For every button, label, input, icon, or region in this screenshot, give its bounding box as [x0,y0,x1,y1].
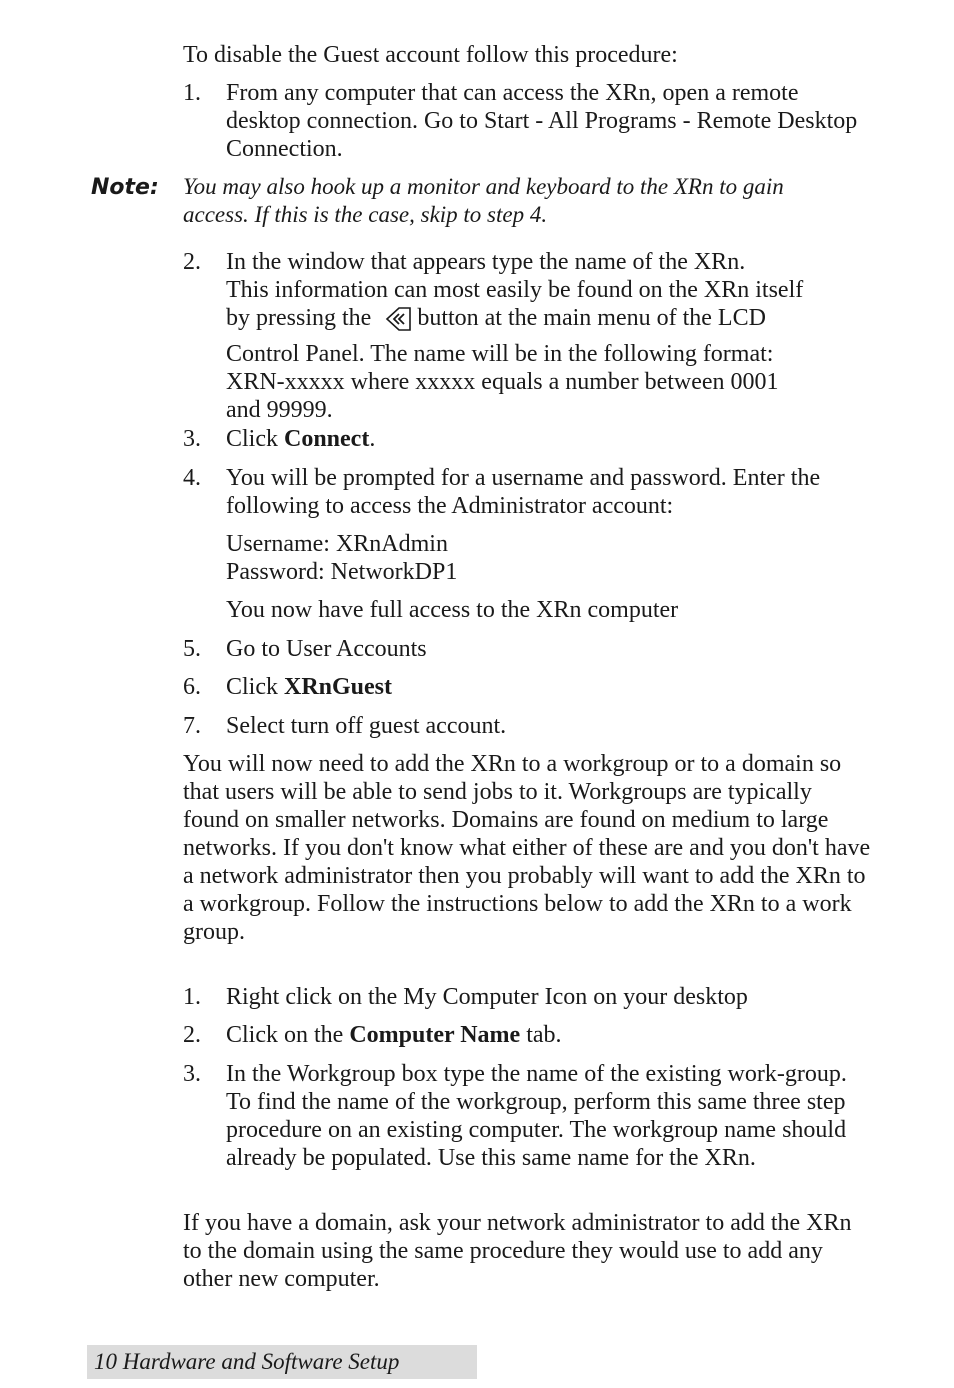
page-footer [87,1345,477,1379]
workgroup-step-1 [183,983,873,1011]
step-text: From any computer that can access the XRn, open a remote desktop connection. Go to Start - All Programs - Remote Desktop Connection. [226,80,858,162]
guest-step-7 [183,712,873,740]
wg2-post: tab. [520,1022,562,1048]
workgroup-paragraph: You will now need to add the XRn to a workgroup or to a domain so that users will be able to send jobs to it. Workgroups are typically found on smaller networks. Domains are found on medium to large networks. If you don't know what either of these are and you don't have a network administrator then you probably will want to add the XRn to a workgroup. Follow the instructions below to add the XRn to a work group. [183,751,871,945]
step2-line6: and 99999. [226,397,333,423]
step2-line5: XRN-xxxxx where xxxxx equals a number between 0001 [226,369,779,395]
step-number: 4. [183,465,201,491]
step-number: 3. [183,1061,201,1087]
step-number: 1. [183,80,201,106]
note-label: Note: [91,175,159,200]
connect-label: Connect [284,426,370,452]
step-text: In the Workgroup box type the name of the existing work-group. To find the name of the workgroup, perform this same three step procedure on an existing computer. The workgroup name should already be populated. Use this same name for the XRn. [226,1061,847,1171]
step-text [226,673,873,701]
step-number: 1. [183,984,201,1010]
username-line: Username: XRnAdmin [226,531,448,557]
guest-step-5 [183,635,873,663]
step2-line4: Control Panel. The name will be in the following format: [226,341,774,367]
guest-step-2 [183,248,873,424]
step2-post: button at the main menu of the LCD [417,305,766,331]
password-line: Password: NetworkDP1 [226,559,458,585]
step-text [226,425,873,453]
step-text [226,248,873,424]
step-number: 6. [183,674,201,700]
guest-step-3 [183,425,873,453]
workgroup-step-3 [183,1060,873,1172]
step-number: 3. [183,426,201,452]
step2-line2: This information can most easily be found on the XRn itself [226,277,804,303]
domain-paragraph: If you have a domain, ask your network administrator to add the XRn to the domain using the same procedure they would use to add any other new computer. [183,1210,852,1292]
step2-line1: In the window that appears type the name of the XRn. [226,249,746,275]
step2-line3 [226,304,873,340]
intro-text: To disable the Guest account follow this procedure: [183,42,678,68]
wg2-pre: Click on the [226,1022,350,1048]
guest-step-4 [183,464,873,520]
step-text [226,1021,873,1049]
computer-name-label: Computer Name [349,1022,521,1048]
guest-step-6 [183,673,873,701]
step-text: Go to User Accounts [226,636,427,662]
step-text: You will be prompted for a username and password. Enter the following to access the Administrator account: [226,465,821,519]
xrnguest-label: XRnGuest [284,674,393,700]
footer-text: 10 Hardware and Software Setup [94,1349,400,1374]
step-number: 2. [183,249,201,275]
credentials [226,530,876,586]
back-arrow-icon [379,305,413,340]
step-text: Right click on the My Computer Icon on your desktop [226,984,748,1010]
note-text: You may also hook up a monitor and keyboard to the XRn to gain access. If this is the case, skip to step 4. [183,174,784,227]
step3-post: . [369,426,376,452]
step2-pre: by pressing the [226,305,372,331]
workgroup-step-2 [183,1021,873,1049]
step6-pre: Click [226,674,284,700]
access-text: You now have full access to the XRn computer [226,597,679,623]
guest-step-1 [183,79,873,163]
step-text: Select turn off guest account. [226,713,507,739]
step-number: 7. [183,713,201,739]
step-number: 2. [183,1022,201,1048]
step3-pre: Click [226,426,284,452]
step-number: 5. [183,636,201,662]
